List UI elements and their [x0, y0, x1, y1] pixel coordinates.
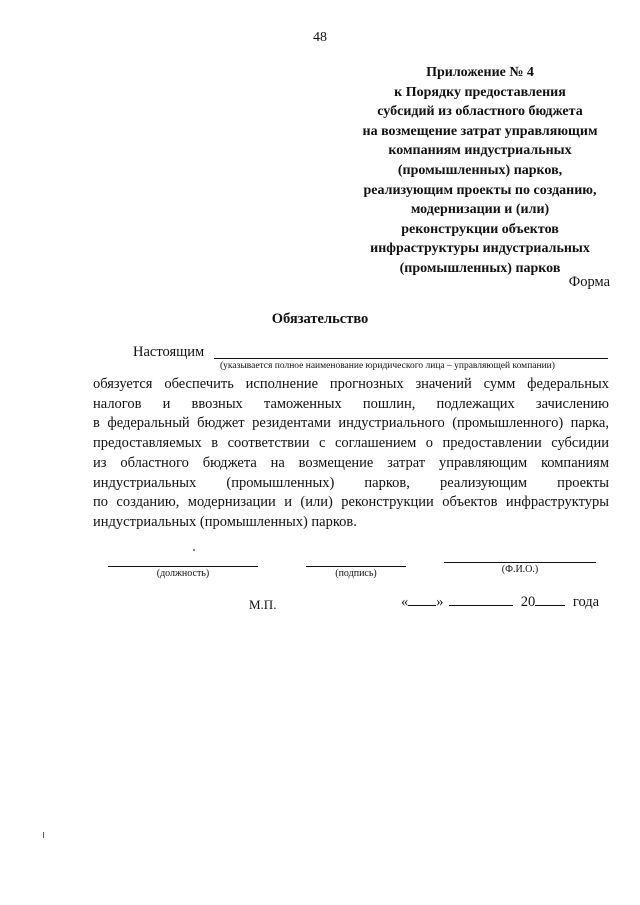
year-prefix: 20: [520, 594, 536, 610]
body-line: индустриальных (промышленных) парков.: [93, 513, 357, 530]
date-close-quote: »: [436, 594, 444, 610]
document-title: Обязательство: [271, 311, 369, 327]
company-name-blank[interactable]: [214, 358, 608, 359]
appendix-line: инфраструктуры индустриальных: [370, 241, 590, 257]
obligation-text: [93, 375, 609, 533]
body-line: из областного бюджета на возмещение затрат управляющим компаниям: [93, 454, 609, 471]
body-line: в федеральный бюджет резидентами индустриального (промышленного) парка,: [93, 415, 609, 432]
appendix-line: (промышленных) парков: [399, 260, 561, 276]
body-line: предоставляемых в соответствии с соглашением о предоставлении субсидии: [93, 435, 609, 452]
month-blank[interactable]: [449, 593, 513, 606]
body-line: налогов и ввозных таможенных пошлин, подлежащих зачислению: [93, 395, 609, 412]
position-blank[interactable]: [108, 566, 258, 567]
appendix-line: Приложение № 4: [426, 65, 534, 80]
signature-caption: (подпись): [335, 568, 377, 579]
body-line: индустриальных (промышленных) парков, реализующим проекты: [93, 474, 609, 491]
present-word: Настоящим: [133, 344, 205, 360]
year-word: года: [572, 594, 600, 610]
appendix-line: на возмещение затрат управляющим: [362, 123, 598, 139]
body-line: обязуется обеспечить исполнение прогнозных значений сумм федеральных: [93, 376, 609, 392]
appendix-line: реализующим проекты по созданию,: [363, 182, 597, 198]
page-number: 48: [313, 30, 327, 45]
signature-blank[interactable]: [306, 566, 406, 567]
date-open-quote: «: [401, 594, 409, 610]
appendix-line: реконструкции объектов: [401, 221, 559, 237]
scan-speck: [193, 549, 195, 551]
body-line: по созданию, модернизации и (или) реконструкции объектов инфраструктуры: [93, 494, 609, 511]
appendix-line: субсидий из областного бюджета: [377, 104, 583, 120]
appendix-line: к Порядку предоставления: [394, 84, 566, 100]
appendix-line: модернизации и (или): [410, 202, 550, 218]
company-name-caption: (указывается полное наименование юридического лица – управляющей компании): [220, 361, 555, 371]
full-name-blank[interactable]: [444, 562, 596, 563]
position-caption: (должность): [156, 568, 210, 579]
appendix-line: (промышленных) парков,: [397, 162, 563, 178]
scan-mark: [43, 832, 44, 838]
appendix-line: компаниям индустриальных: [388, 143, 572, 159]
full-name-caption: (Ф.И.О.): [501, 564, 539, 575]
day-blank[interactable]: [408, 593, 436, 606]
stamp-place: М.П.: [249, 597, 277, 612]
year-blank[interactable]: [535, 593, 565, 606]
form-label: Форма: [568, 274, 610, 290]
appendix-header: [330, 63, 630, 279]
date-row: [401, 593, 599, 611]
